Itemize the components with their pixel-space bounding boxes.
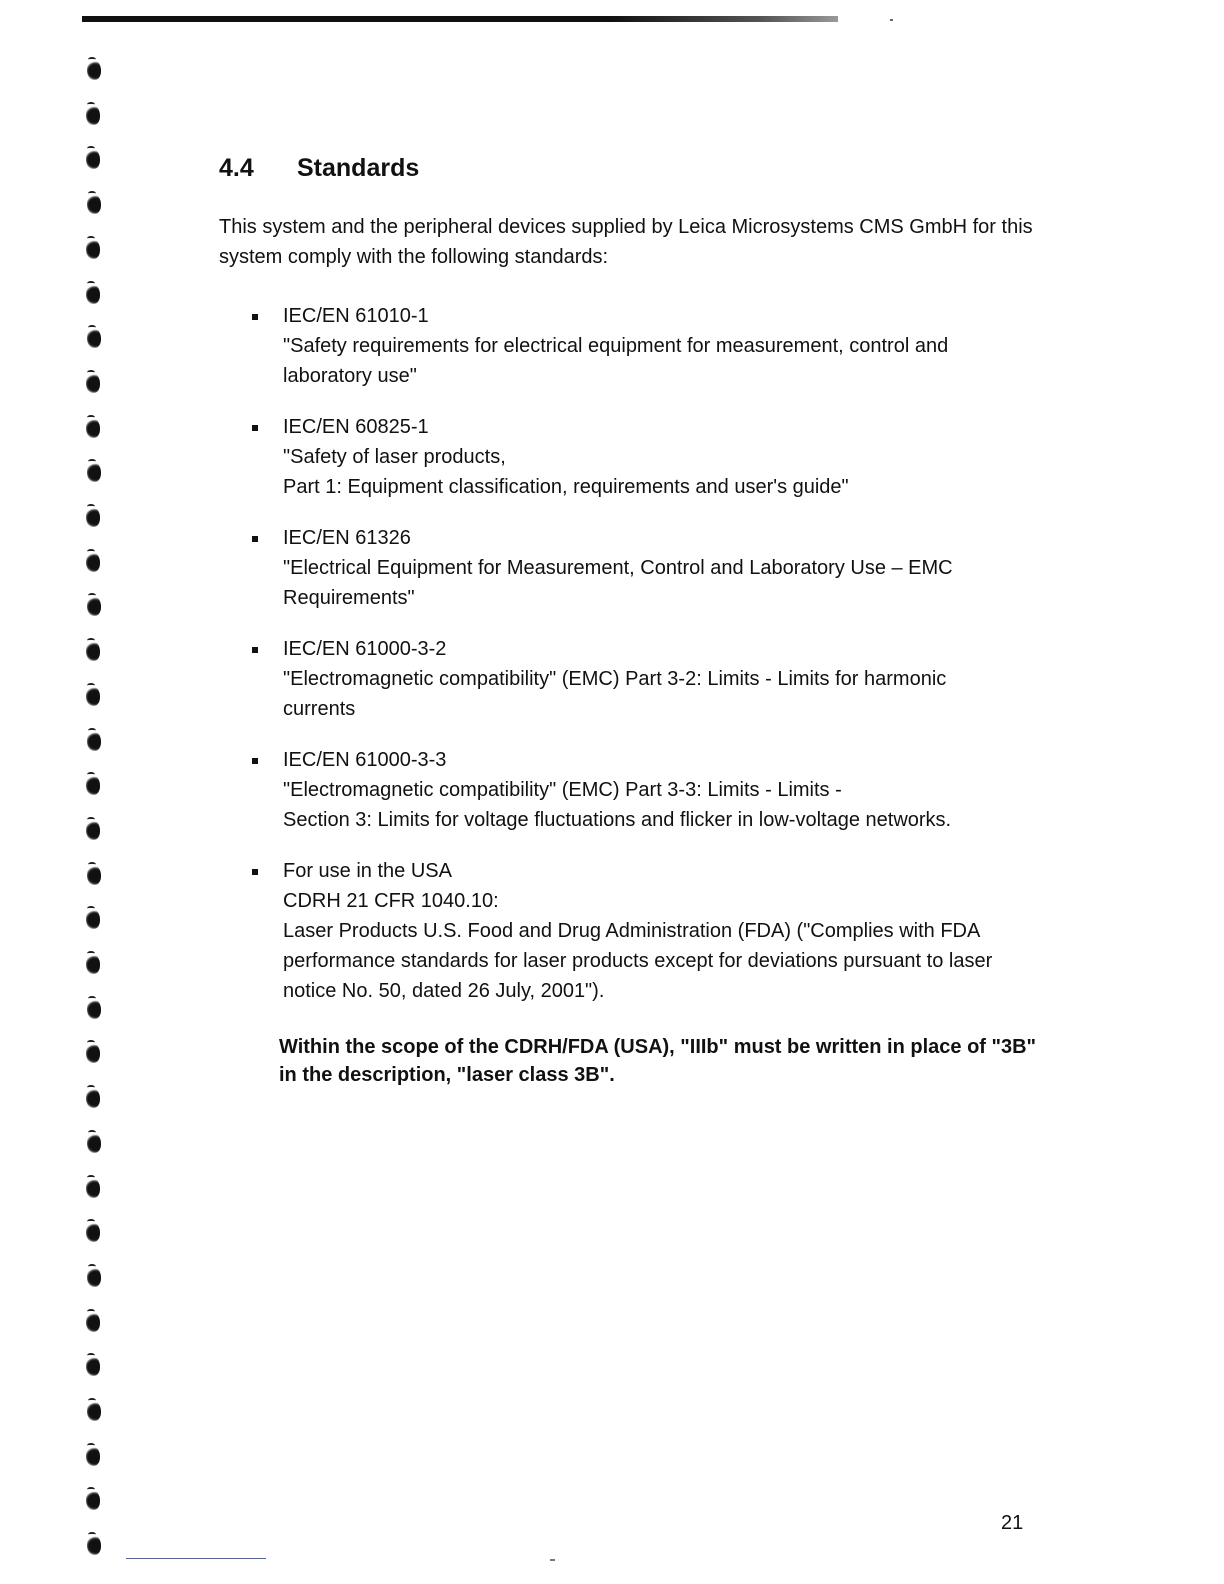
binding-hole-icon (86, 1356, 100, 1376)
binding-holes (86, 60, 108, 1570)
page-content (219, 154, 1059, 1089)
standard-description-line: Section 3: Limits for voltage fluctuations and flicker in low-voltage networks. (283, 809, 952, 831)
binding-hole-icon (86, 1312, 100, 1332)
binding-hole-icon (87, 194, 101, 214)
bullet-icon (252, 536, 258, 542)
standard-code: IEC/EN 61010-1 (283, 305, 429, 327)
standard-description-line: Laser Products U.S. Food and Drug Administration (FDA) ("Complies with FDA (283, 920, 981, 942)
binding-hole-icon (87, 1133, 101, 1153)
section-heading (219, 154, 1059, 183)
standard-code: For use in the USA (283, 860, 452, 882)
binding-hole-icon (86, 641, 100, 661)
binding-hole-icon (86, 1043, 100, 1063)
binding-hole-icon (86, 239, 100, 259)
standard-description-line: laboratory use" (283, 365, 417, 387)
section-title: Standards (297, 154, 420, 182)
standard-description-line: notice No. 50, dated 26 July, 2001"). (283, 980, 605, 1002)
binding-hole-icon (87, 731, 101, 751)
section-number: 4.4 (219, 154, 254, 182)
bullet-icon (252, 758, 258, 764)
standard-code: IEC/EN 61000-3-3 (283, 749, 447, 771)
binding-hole-icon (87, 328, 101, 348)
binding-hole-icon (86, 1446, 100, 1466)
binding-hole-icon (86, 909, 100, 929)
standard-item (219, 523, 1059, 613)
bullet-icon (252, 869, 258, 875)
binding-hole-icon (87, 865, 101, 885)
intro-paragraph: This system and the peripheral devices supplied by Leica Microsystems CMS GmbH for this system comply with the following standards: (219, 216, 1033, 268)
binding-hole-icon (86, 1088, 100, 1108)
bullet-icon (252, 647, 258, 653)
standards-list (219, 301, 1059, 1006)
binding-hole-icon (86, 775, 100, 795)
binding-hole-icon (86, 552, 100, 572)
standard-item (219, 856, 1059, 1006)
standard-code: IEC/EN 61000-3-2 (283, 638, 447, 660)
binding-hole-icon (87, 1535, 101, 1555)
binding-hole-icon (86, 105, 100, 125)
binding-hole-icon (86, 1178, 100, 1198)
binding-hole-icon (87, 596, 101, 616)
binding-hole-icon (86, 284, 100, 304)
bottom-mark (550, 1559, 555, 1561)
standard-description-line: Requirements" (283, 587, 415, 609)
binding-hole-icon (86, 1490, 100, 1510)
standard-description-line: "Electromagnetic compatibility" (EMC) Part 3-3: Limits - Limits - (283, 779, 842, 801)
cdrh-note: Within the scope of the CDRH/FDA (USA), "IIIb" must be written in place of "3B" in the description, "laser class 3B". (279, 1036, 1037, 1086)
standard-description-line: Part 1: Equipment classification, requirements and user's guide" (283, 476, 849, 498)
standard-description-line: CDRH 21 CFR 1040.10: (283, 890, 499, 912)
binding-hole-icon (86, 149, 100, 169)
standard-description-line: "Electromagnetic compatibility" (EMC) Part 3-2: Limits - Limits for harmonic (283, 668, 947, 690)
standard-description-line: currents (283, 698, 356, 720)
binding-hole-icon (86, 820, 100, 840)
binding-hole-icon (86, 507, 100, 527)
binding-hole-icon (86, 373, 100, 393)
binding-hole-icon (87, 1401, 101, 1421)
binding-hole-icon (86, 686, 100, 706)
standard-code: IEC/EN 61326 (283, 527, 411, 549)
standard-item (219, 634, 1059, 724)
binding-hole-icon (87, 60, 101, 80)
standard-item (219, 301, 1059, 391)
top-rule (82, 16, 838, 22)
binding-hole-icon (87, 462, 101, 482)
binding-hole-icon (86, 1222, 100, 1242)
page-number: 21 (1001, 1512, 1024, 1534)
standard-item (219, 745, 1059, 835)
standard-code: IEC/EN 60825-1 (283, 416, 429, 438)
top-rule-mark (890, 19, 893, 21)
binding-hole-icon (87, 999, 101, 1019)
binding-hole-icon (86, 954, 100, 974)
binding-hole-icon (87, 1267, 101, 1287)
standard-description-line: performance standards for laser products except for deviations pursuant to laser (283, 950, 993, 972)
standard-item (219, 412, 1059, 502)
bottom-rule (126, 1558, 266, 1559)
standard-description-line: "Safety of laser products, (283, 446, 506, 468)
standard-description-line: "Electrical Equipment for Measurement, Control and Laboratory Use – EMC (283, 557, 953, 579)
bullet-icon (252, 314, 258, 320)
standard-description-line: "Safety requirements for electrical equipment for measurement, control and (283, 335, 949, 357)
binding-hole-icon (86, 418, 100, 438)
bullet-icon (252, 425, 258, 431)
